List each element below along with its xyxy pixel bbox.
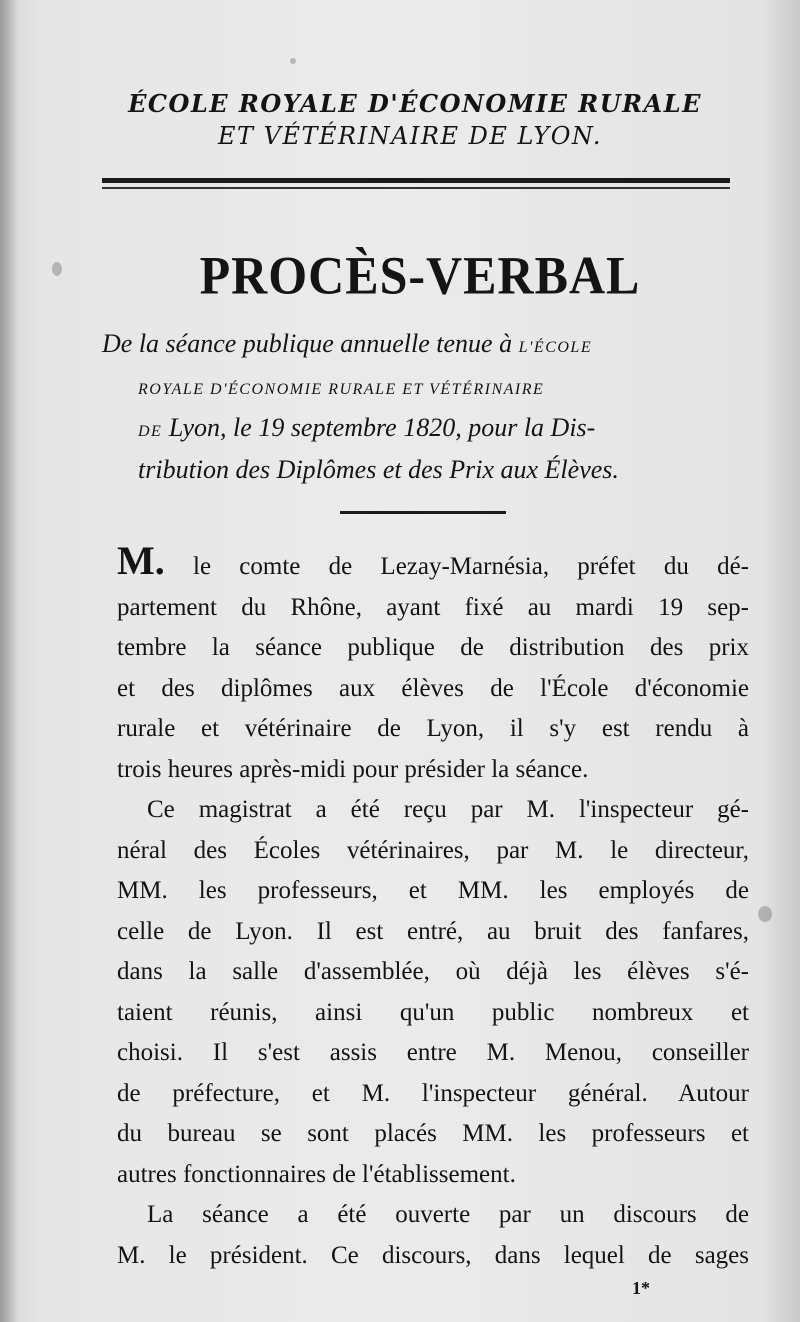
header-line-2: ET VÉTÉRINAIRE DE LYON. bbox=[217, 122, 603, 150]
subtitle-smallcaps: L'ÉCOLE bbox=[518, 339, 593, 356]
subtitle-text: De la séance publique annuelle tenue à bbox=[102, 329, 519, 358]
paragraph-2-line: du bureau se sont placés MM. les professeurs et bbox=[117, 1120, 749, 1147]
paragraph-1-line: tembre la séance publique de distribution des prix bbox=[117, 634, 749, 661]
header-rule-thick bbox=[102, 178, 730, 183]
header-rule-thin bbox=[102, 187, 730, 189]
paragraph-1-line: trois heures après-midi pour présider la séance. bbox=[117, 755, 589, 783]
paragraph-2-line: choisi. Il s'est assis entre M. Menou, conseiller bbox=[117, 1039, 749, 1066]
paragraph-3-line: M. le président. Ce discours, dans lequel de sages bbox=[117, 1241, 749, 1269]
ink-smudge bbox=[290, 58, 296, 64]
dropcap: M. bbox=[117, 538, 165, 583]
paragraph-1-line: et des diplômes aux élèves de l'École d'économie bbox=[117, 674, 749, 702]
subtitle-line-4: tribution des Diplômes et des Prix aux Élèves. bbox=[138, 455, 619, 484]
paragraph-1-line: partement du Rhône, ayant fixé au mardi 19 sep- bbox=[117, 593, 749, 621]
document-title: PROCÈS-VERBAL bbox=[199, 244, 641, 306]
ink-smudge bbox=[758, 906, 772, 922]
document-subtitle bbox=[102, 325, 742, 489]
paragraph-2-line: de préfecture, et M. l'inspecteur général. Autour bbox=[117, 1079, 749, 1107]
paragraph-2-line: dans la salle d'assemblée, où déjà les élèves s'é- bbox=[117, 958, 749, 985]
body-text bbox=[117, 538, 749, 1276]
page-gutter-shadow bbox=[0, 0, 18, 1322]
subtitle-smallcaps: ROYALE D'ÉCONOMIE RURALE ET VÉTÉRINAIRE bbox=[138, 381, 545, 398]
paragraph-1-line: rurale et vétérinaire de Lyon, il s'y est rendu à bbox=[117, 715, 749, 742]
header-line-1: ÉCOLE ROYALE D'ÉCONOMIE RURALE bbox=[128, 89, 702, 118]
paragraph-2-line: MM. les professeurs, et MM. les employés de bbox=[117, 877, 749, 904]
printer-signature-mark: 1* bbox=[632, 1278, 650, 1298]
institution-header bbox=[100, 88, 740, 152]
subtitle-line-3 bbox=[102, 409, 742, 451]
paragraph-2-line: celle de Lyon. Il est entré, au bruit des fanfares, bbox=[117, 917, 749, 945]
line-text: le comte de Lezay-Marnésia, préfet du dé- bbox=[164, 553, 749, 580]
paragraph-2-line: taient réunis, ainsi qu'un public nombreux et bbox=[117, 998, 749, 1026]
ink-smudge bbox=[52, 262, 62, 276]
subtitle-text: Lyon, le 19 septembre 1820, pour la Dis- bbox=[162, 413, 596, 442]
subtitle-smallcaps: DE bbox=[138, 423, 163, 440]
section-divider bbox=[340, 511, 506, 514]
paragraph-2-line: néral des Écoles vétérinaires, par M. le directeur, bbox=[117, 836, 749, 864]
subtitle-line-1 bbox=[102, 325, 742, 367]
paragraph-2-line: Ce magistrat a été reçu par M. l'inspecteur gé- bbox=[147, 796, 749, 823]
subtitle-line-2 bbox=[102, 367, 742, 409]
paragraph-2-line: autres fonctionnaires de l'établissement. bbox=[117, 1160, 516, 1188]
paragraph-1-line bbox=[117, 538, 749, 588]
paragraph-3-line: La séance a été ouverte par un discours de bbox=[147, 1201, 749, 1228]
